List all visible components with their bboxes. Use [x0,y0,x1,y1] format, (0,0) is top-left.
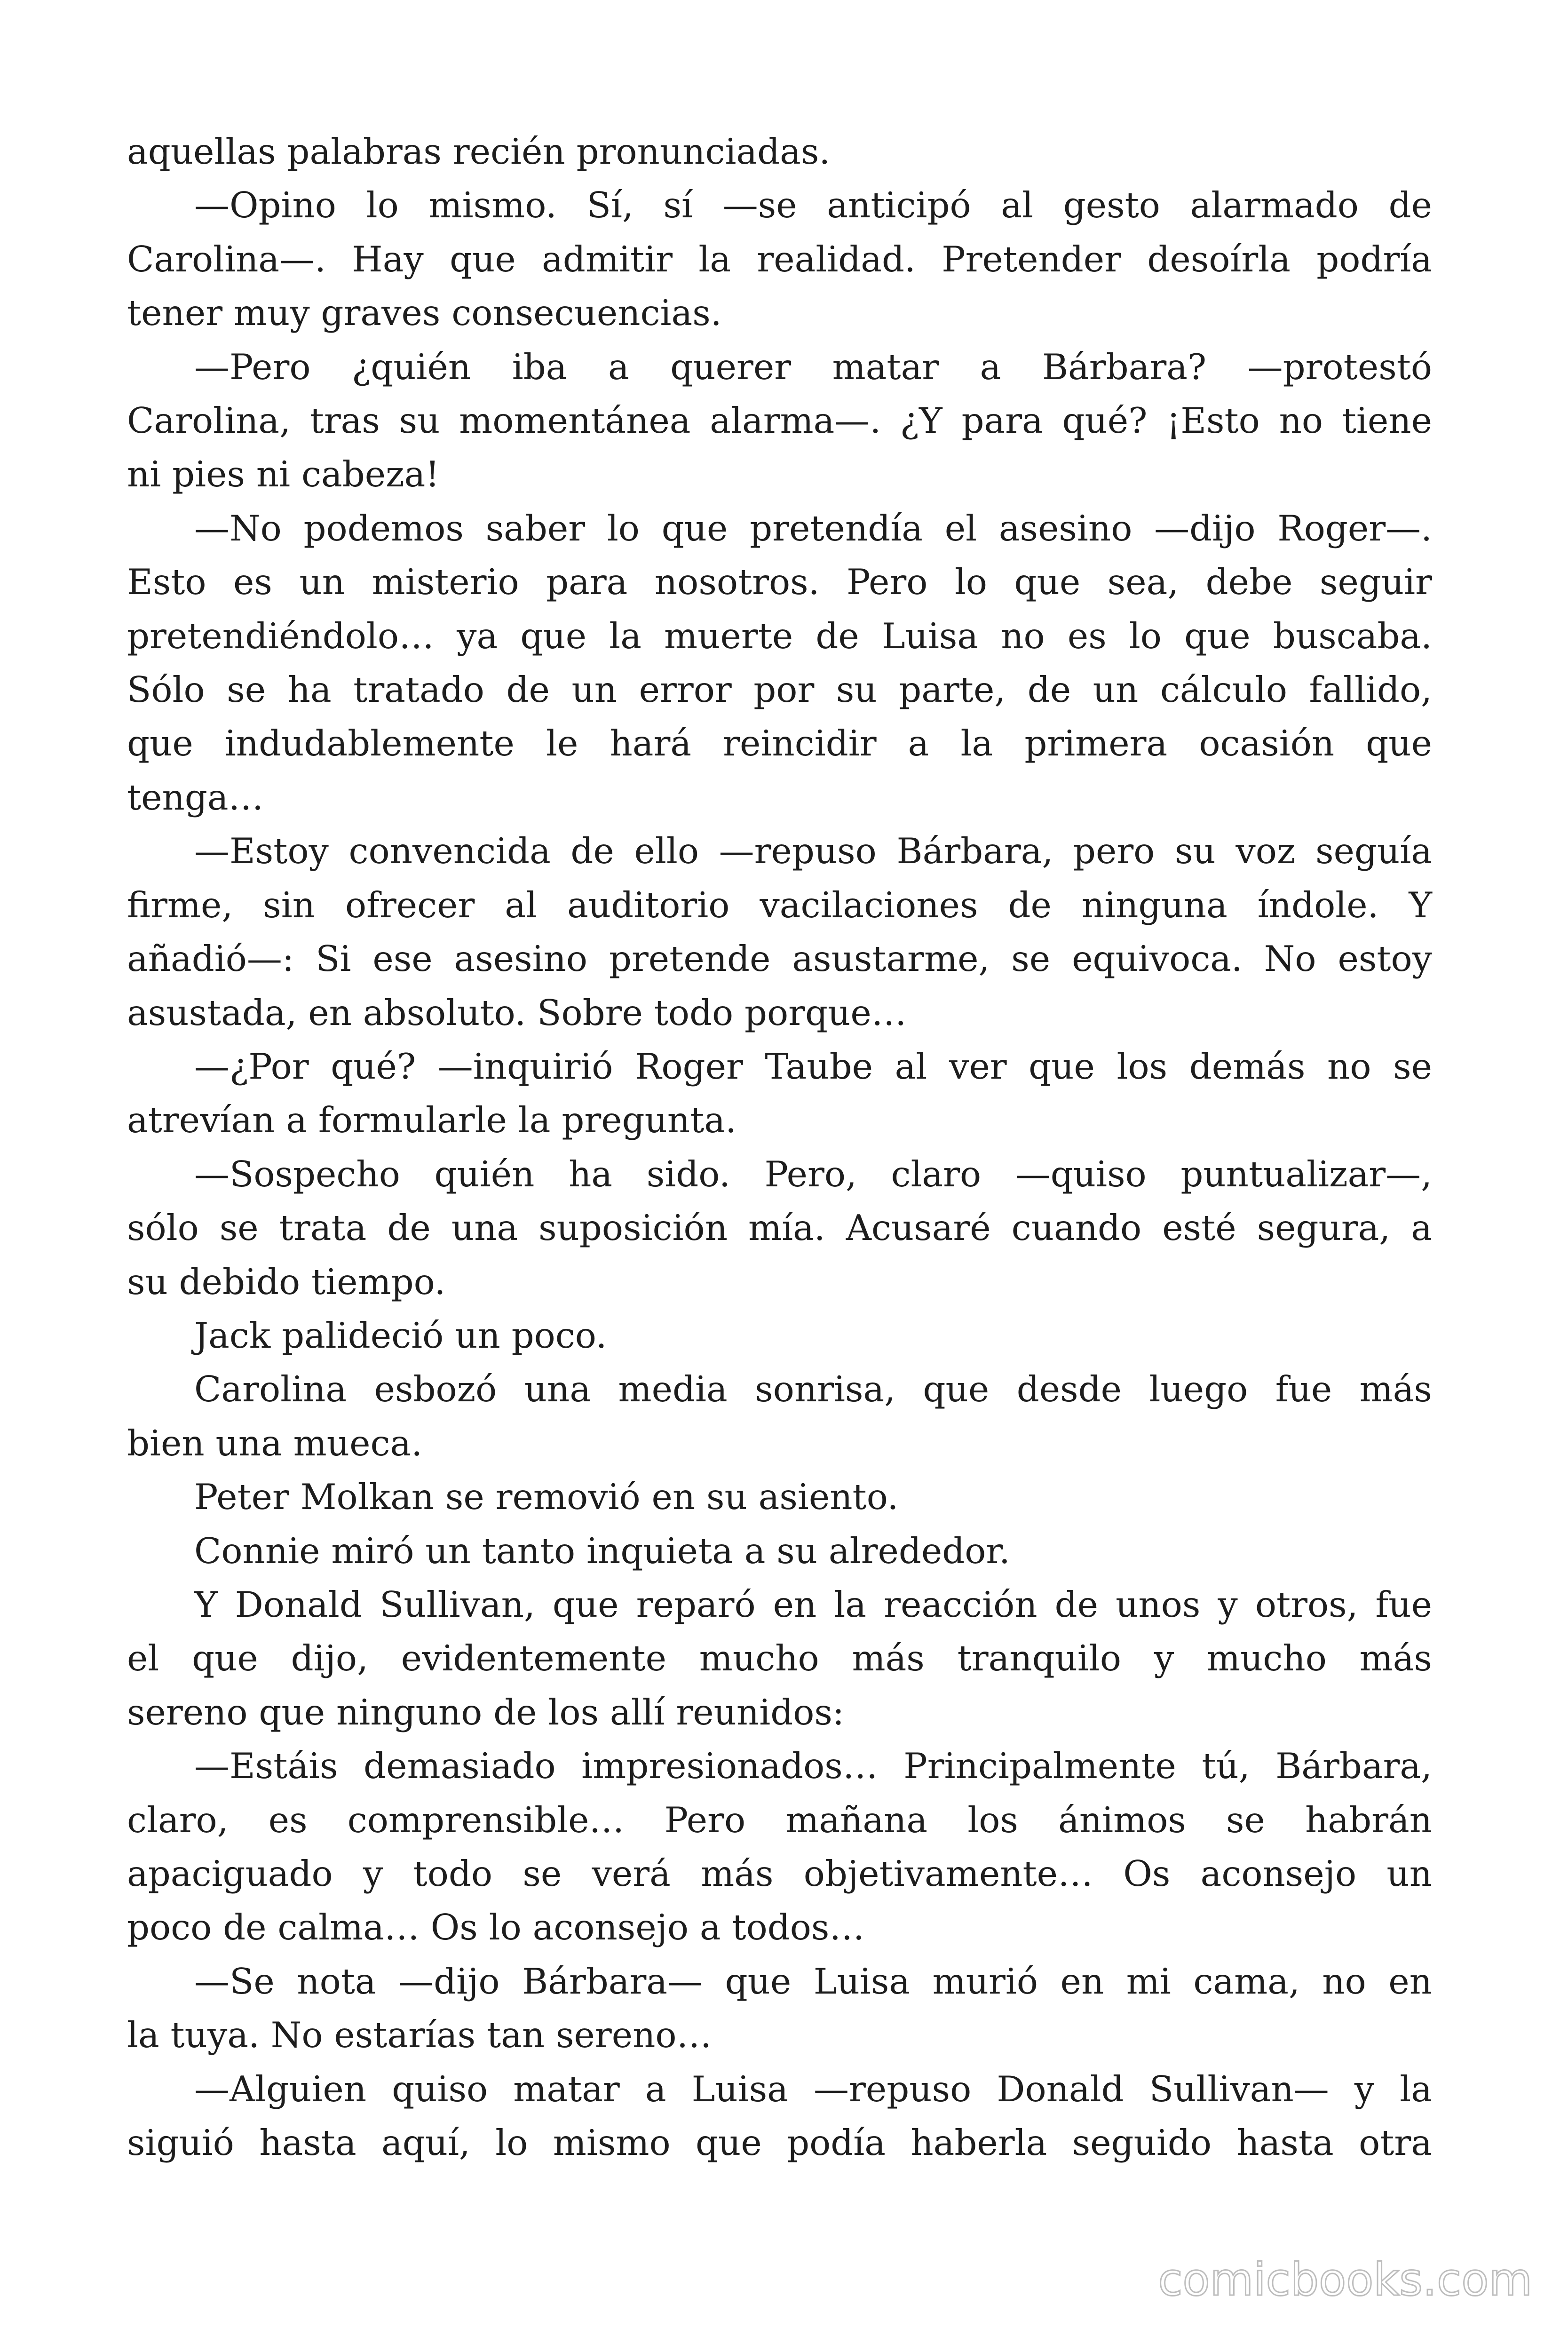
paragraph [127,1955,1432,2062]
text-line: pretendiéndolo… ya que la muerte de Luisa no es lo que buscaba. [127,615,1432,657]
text-line: sereno que ninguno de los allí reunidos: [127,1691,845,1733]
text-line: Esto es un misterio para nosotros. Pero lo que sea, debe seguir [127,561,1432,603]
text-line: aquellas palabras recién pronunciadas. [127,131,831,172]
text-line: bien una mueca. [127,1422,423,1464]
text-line: —Sospecho quién ha sido. Pero, claro —quiso puntualizar—, [194,1153,1432,1195]
text-line: —Se nota —dijo Bárbara— que Luisa murió en mi cama, no en [194,1960,1432,2002]
text-line: el que dijo, evidentemente mucho más tranquilo y mucho más [127,1637,1432,1679]
text-line: tenga… [127,776,264,818]
text-line: firme, sin ofrecer al auditorio vacilaciones de ninguna índole. Y [127,884,1432,926]
watermark: comicbooks.com [1158,2254,1532,2306]
paragraph [127,1739,1432,1955]
paragraph [127,1309,1432,1362]
paragraph [127,501,1432,824]
body-text [127,125,1432,2169]
text-line: —Estoy convencida de ello —repuso Bárbara, pero su voz seguía [194,830,1432,872]
text-line: siguió hasta aquí, lo mismo que podía haberla seguido hasta otra [127,2122,1432,2164]
text-line: —Opino lo mismo. Sí, sí —se anticipó al gesto alarmado de [194,184,1432,226]
text-line: Jack palideció un poco. [194,1314,607,1356]
text-line: su debido tiempo. [127,1261,446,1303]
text-line: la tuya. No estarías tan sereno… [127,2014,712,2056]
paragraph [127,1362,1432,1470]
text-line: Carolina, tras su momentánea alarma—. ¿Y para qué? ¡Esto no tiene [127,400,1432,442]
paragraph-continuation [127,125,1432,178]
text-line: asustada, en absoluto. Sobre todo porque… [127,992,907,1033]
paragraph [127,340,1432,501]
paragraph [127,2062,1432,2170]
text-line: —Pero ¿quién iba a querer matar a Bárbara? —protestó [194,346,1432,388]
text-line: —¿Por qué? —inquirió Roger Taube al ver que los demás no se [194,1045,1432,1087]
text-line: poco de calma… Os lo aconsejo a todos… [127,1907,865,1948]
text-line: Sólo se ha tratado de un error por su parte, de un cálculo fallido, [127,669,1432,711]
paragraph [127,1470,1432,1524]
text-line: tener muy graves consecuencias. [127,292,722,334]
text-line: Connie miró un tanto inquieta a su alrededor. [194,1530,1010,1572]
text-line: atrevían a formularle la pregunta. [127,1099,736,1141]
text-line: Carolina—. Hay que admitir la realidad. Pretender desoírla podría [127,238,1432,280]
text-line: Peter Molkan se removió en su asiento. [194,1476,899,1518]
text-line: ni pies ni cabeza! [127,453,440,495]
text-line: —Estáis demasiado impresionados… Principalmente tú, Bárbara, [194,1745,1432,1787]
paragraph [127,1147,1432,1309]
text-line: sólo se trata de una suposición mía. Acusaré cuando esté segura, a [127,1207,1432,1249]
text-line: claro, es comprensible… Pero mañana los ánimos se habrán [127,1799,1432,1841]
paragraph [127,1578,1432,1739]
text-line: apaciguado y todo se verá más objetivamente… Os aconsejo un [127,1853,1432,1894]
paragraph [127,824,1432,1040]
paragraph [127,178,1432,340]
text-line: que indudablemente le hará reincidir a la primera ocasión que [127,723,1432,764]
paragraph [127,1524,1432,1578]
text-line: Y Donald Sullivan, que reparó en la reacción de unos y otros, fue [194,1583,1432,1625]
paragraph [127,1040,1432,1147]
text-line: Carolina esbozó una media sonrisa, que desde luego fue más [194,1368,1432,1410]
text-line: —No podemos saber lo que pretendía el asesino —dijo Roger—. [194,507,1432,549]
text-line: —Alguien quiso matar a Luisa —repuso Donald Sullivan— y la [194,2068,1432,2110]
text-line: añadió—: Si ese asesino pretende asustarme, se equivoca. No estoy [127,938,1432,980]
